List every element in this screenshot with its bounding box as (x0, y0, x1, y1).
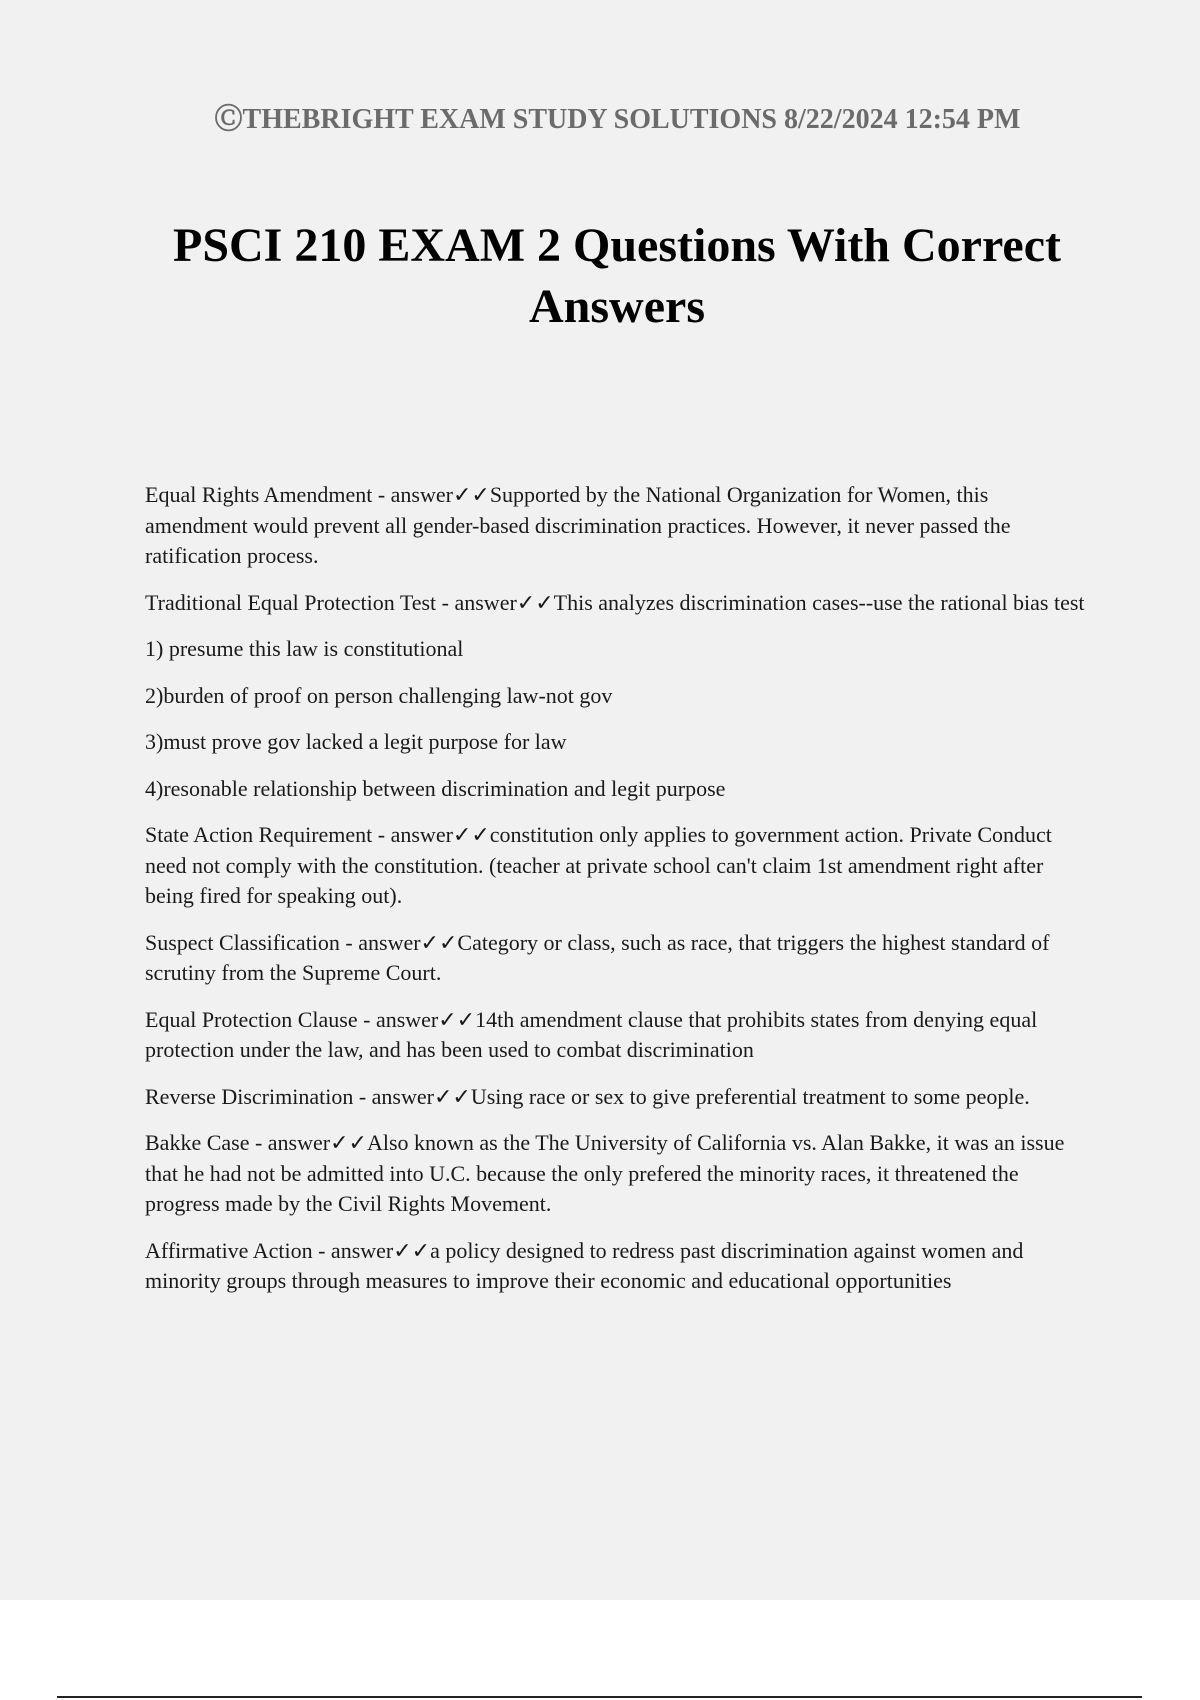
qa-step: 4)resonable relationship between discrimination and legit purpose (145, 775, 726, 801)
qa-entry: Suspect Classification - answer✓✓Category or class, such as race, that triggers the highest standard of scrutiny from the Supreme Court. (145, 929, 1050, 985)
qa-entry: Traditional Equal Protection Test - answer✓✓This analyzes discrimination cases--use the rational bias test (145, 589, 1085, 615)
qa-entry: Reverse Discrimination - answer✓✓Using race or sex to give preferential treatment to some people. (145, 1083, 1030, 1109)
qa-entry: Affirmative Action - answer✓✓a policy designed to redress past discrimination against women and minority groups through measures to improve their economic and educational opportunities (145, 1237, 1024, 1293)
qa-step: 3)must prove gov lacked a legit purpose for law (145, 729, 567, 754)
qa-entry: State Action Requirement - answer✓✓constitution only applies to government action. Private Conduct need not comply with the constitution. (teacher at private school can't claim 1st amendment right after being fired for speaking out). (145, 822, 1052, 908)
qa-step: 2)burden of proof on person challenging law-not gov (145, 682, 613, 708)
qa-entry: Equal Rights Amendment - answer✓✓Supported by the National Organization for Women, this amendment would prevent all gender-based discrimination practices. However, it never passed the ratification process. (145, 482, 1011, 568)
document-title: PSCI 210 EXAM 2 Questions With Correct Answers (173, 219, 1061, 333)
qa-entry: Equal Protection Clause - answer✓✓14th amendment clause that prohibits states from denying equal protection under the law, and has been used to combat discrimination (145, 1006, 1038, 1062)
page-divider (57, 1696, 1142, 1698)
qa-list (145, 480, 1085, 1313)
watermark-header: ⒸTHEBRIGHT EXAM STUDY SOLUTIONS 8/22/2024 12:54 PM (214, 104, 1021, 135)
qa-entry: Bakke Case - answer✓✓Also known as the The University of California vs. Alan Bakke, it was an issue that he had not be admitted into U.C. because the only prefered the minority races, it threatened the progress made by the Civil Rights Movement. (145, 1130, 1065, 1216)
qa-step: 1) presume this law is constitutional (145, 636, 464, 661)
